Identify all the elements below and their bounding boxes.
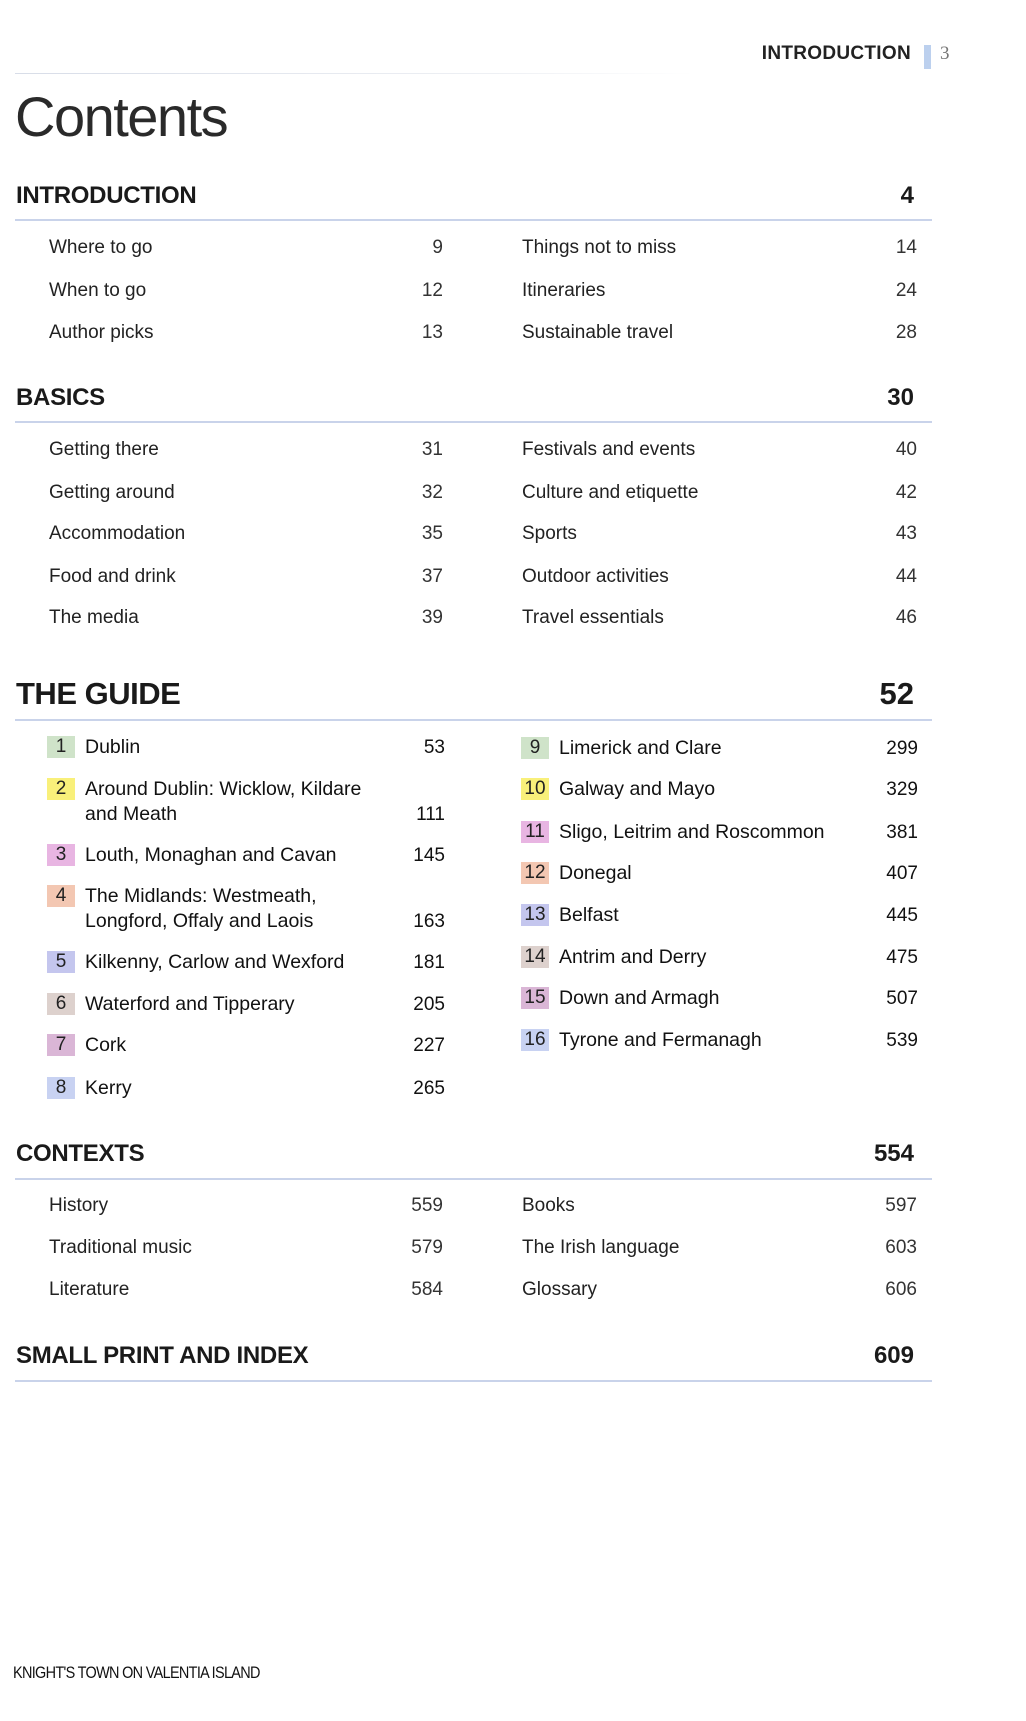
toc-entry[interactable]: Sustainable travel	[522, 322, 674, 343]
toc-entry[interactable]: Where to go	[49, 237, 153, 258]
chapter-title-line: Galway and Mayo	[559, 778, 716, 800]
toc-entry[interactable]: Books	[522, 1195, 575, 1216]
section-page-number: 30	[887, 384, 914, 411]
toc-entry-page: 559	[411, 1195, 443, 1216]
chapter-title[interactable]	[559, 1028, 762, 1053]
chapter-title-line: Kilkenny, Carlow and Wexford	[85, 951, 345, 973]
chapter-number-badge: 3	[47, 844, 75, 866]
chapter-page: 163	[413, 911, 445, 932]
toc-entry-page: 9	[432, 237, 443, 258]
chapter-title[interactable]	[85, 735, 140, 760]
section-heading-introduction[interactable]: INTRODUCTION	[16, 182, 197, 209]
chapter-page: 507	[886, 988, 918, 1009]
toc-entry[interactable]: Outdoor activities	[522, 566, 669, 587]
chapter-number-badge: 9	[521, 737, 549, 759]
toc-entry-page: 12	[421, 280, 443, 301]
toc-entry-page: 44	[895, 566, 917, 587]
chapter-title-line: Limerick and Clare	[559, 737, 722, 759]
chapter-title-line: Waterford and Tipperary	[85, 993, 295, 1015]
chapter-page: 145	[413, 845, 445, 866]
toc-entry[interactable]: Festivals and events	[522, 439, 696, 460]
section-heading-small-print-and-index[interactable]: SMALL PRINT AND INDEX	[16, 1342, 309, 1369]
chapter-title[interactable]	[559, 777, 715, 802]
chapter-number-badge: 12	[521, 862, 549, 884]
section-divider	[15, 219, 932, 221]
toc-entry[interactable]: Accommodation	[49, 523, 186, 544]
toc-entry-page: 606	[885, 1279, 917, 1300]
chapter-number-badge: 13	[521, 904, 549, 926]
chapter-page: 381	[886, 822, 918, 843]
chapter-title[interactable]	[559, 903, 619, 928]
chapter-page: 227	[413, 1035, 445, 1056]
chapter-number-badge: 6	[47, 993, 75, 1015]
section-divider	[15, 1380, 932, 1382]
toc-entry-page: 24	[895, 280, 917, 301]
chapter-title[interactable]	[559, 820, 825, 845]
chapter-title-line: Longford, Offaly and Laois	[85, 910, 314, 932]
toc-entry-page: 13	[421, 322, 443, 343]
section-heading-contexts[interactable]: CONTEXTS	[16, 1140, 145, 1167]
section-divider	[15, 719, 932, 721]
chapter-page: 475	[886, 947, 918, 968]
toc-entry[interactable]: Culture and etiquette	[522, 482, 699, 503]
section-page-number: 52	[879, 676, 914, 711]
chapter-title-line: Louth, Monaghan and Cavan	[85, 844, 337, 866]
running-header-bar	[924, 45, 931, 69]
chapter-page: 539	[886, 1030, 918, 1051]
section-heading-the-guide[interactable]: THE GUIDE	[16, 676, 181, 711]
toc-entry-page: 28	[895, 322, 917, 343]
toc-entry-page: 46	[895, 607, 917, 628]
toc-entry[interactable]: Glossary	[522, 1279, 597, 1300]
toc-entry-page: 43	[895, 523, 917, 544]
chapter-page: 299	[886, 738, 918, 759]
toc-entry-page: 579	[411, 1237, 443, 1258]
toc-entry-page: 31	[421, 439, 443, 460]
chapter-number-badge: 16	[521, 1029, 549, 1051]
chapter-title[interactable]	[559, 945, 706, 970]
toc-entry[interactable]: When to go	[49, 280, 147, 301]
chapter-title-line: Antrim and Derry	[559, 946, 707, 968]
toc-entry[interactable]: Food and drink	[49, 566, 176, 587]
toc-entry-page: 42	[895, 482, 917, 503]
chapter-title[interactable]	[559, 986, 719, 1011]
chapter-page: 181	[413, 952, 445, 973]
toc-entry[interactable]: Author picks	[49, 322, 154, 343]
chapter-title-line: Down and Armagh	[559, 987, 720, 1009]
toc-entry[interactable]: Itineraries	[522, 280, 606, 301]
toc-entry[interactable]: Getting there	[49, 439, 159, 460]
section-divider	[15, 1178, 932, 1180]
toc-entry-page: 40	[895, 439, 917, 460]
toc-entry-page: 14	[895, 237, 917, 258]
chapter-title[interactable]	[85, 1033, 126, 1058]
toc-entry[interactable]: History	[49, 1195, 109, 1216]
chapter-title-line: The Midlands: Westmeath,	[85, 885, 317, 907]
chapter-title-line: Dublin	[85, 736, 141, 758]
toc-entry[interactable]: The media	[49, 607, 139, 628]
chapter-title-line: Around Dublin: Wicklow, Kildare	[85, 778, 362, 800]
chapter-title-line: and Meath	[85, 803, 178, 825]
chapter-page: 205	[413, 994, 445, 1015]
chapter-number-badge: 10	[521, 778, 549, 800]
chapter-number-badge: 14	[521, 946, 549, 968]
chapter-title-line: Kerry	[85, 1077, 132, 1099]
photo-caption: KNIGHT'S TOWN ON VALENTIA ISLAND	[13, 1663, 260, 1682]
toc-entry-page: 35	[421, 523, 443, 544]
page-title: Contents	[15, 85, 228, 148]
page-number: 3	[940, 43, 950, 64]
chapter-title[interactable]	[85, 884, 317, 934]
toc-entry[interactable]: Travel essentials	[522, 607, 664, 628]
toc-entry-page: 603	[885, 1237, 917, 1258]
chapter-page: 265	[413, 1078, 445, 1099]
chapter-title[interactable]	[559, 736, 722, 761]
toc-entry[interactable]: Traditional music	[49, 1237, 192, 1258]
section-page-number: 4	[900, 182, 914, 209]
chapter-number-badge: 15	[521, 987, 549, 1009]
top-divider	[15, 73, 695, 74]
section-page-number: 609	[873, 1342, 914, 1369]
chapter-title-line: Tyrone and Fermanagh	[559, 1029, 762, 1051]
chapter-title[interactable]	[85, 950, 344, 975]
chapter-number-badge: 8	[47, 1077, 75, 1099]
toc-entry-page: 32	[421, 482, 443, 503]
chapter-number-badge: 4	[47, 885, 75, 907]
toc-entry-page: 597	[885, 1195, 917, 1216]
chapter-title[interactable]	[85, 992, 295, 1017]
chapter-number-badge: 2	[47, 778, 75, 800]
chapter-title-line: Donegal	[559, 862, 632, 884]
toc-entry[interactable]: Literature	[49, 1279, 130, 1300]
toc-entry[interactable]: Things not to miss	[522, 237, 677, 258]
chapter-number-badge: 7	[47, 1034, 75, 1056]
chapter-page: 445	[886, 905, 918, 926]
running-header-section: INTRODUCTION	[761, 43, 911, 64]
chapter-title[interactable]	[559, 861, 632, 886]
chapter-title-line: Sligo, Leitrim and Roscommon	[559, 821, 825, 843]
chapter-title[interactable]	[85, 777, 361, 827]
toc-entry[interactable]: Sports	[522, 523, 577, 544]
chapter-number-badge: 11	[521, 821, 549, 843]
toc-entry-page: 37	[421, 566, 443, 587]
toc-entry[interactable]: The Irish language	[522, 1237, 680, 1258]
chapter-title[interactable]	[85, 1076, 132, 1101]
chapter-number-badge: 1	[47, 736, 75, 758]
chapter-page: 53	[423, 737, 445, 758]
chapter-title[interactable]	[85, 843, 337, 868]
section-heading-basics[interactable]: BASICS	[16, 384, 105, 411]
chapter-page: 407	[886, 863, 918, 884]
chapter-title-line: Belfast	[559, 904, 619, 926]
toc-entry[interactable]: Getting around	[49, 482, 175, 503]
section-divider	[15, 421, 932, 423]
chapter-title-line: Cork	[85, 1034, 127, 1056]
chapter-page: 111	[416, 804, 445, 825]
chapter-number-badge: 5	[47, 951, 75, 973]
chapter-page: 329	[886, 779, 918, 800]
section-page-number: 554	[873, 1140, 914, 1167]
toc-entry-page: 584	[411, 1279, 443, 1300]
toc-entry-page: 39	[421, 607, 443, 628]
